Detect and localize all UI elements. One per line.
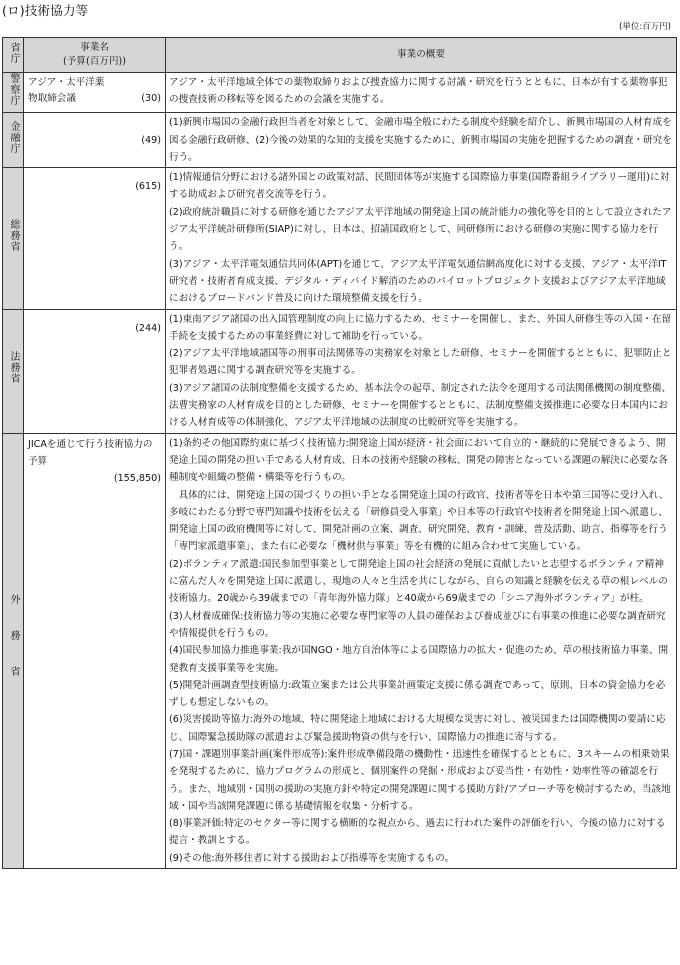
project-budget: (244) [135,322,161,334]
project-name: JICAを通じて行う技術協力の予算 [28,438,153,467]
ministry-name: 総務省 [8,218,19,252]
summary-paragraph: (5)開発計画調査型技術協力:政策立案または公共事業計画策定支援に係る調査であって、原則、日本の資金協力を必ずしも想定しないもの。 [169,679,666,709]
summary-paragraph: アジア・太平洋地域全体での薬物取締りおよび捜査協力に関する討議・研究を行うとともに、日本が有する薬物事犯の捜査技術の移転等を図るための会議を実施する。 [169,77,668,106]
summary-paragraph: (1)新興市場国の金融行政担当者を対象として、金融市場全般にわたる制度や経験を紹介し、新興市場国の人材育成を図る金融行政研修、(2)今後の効果的な知的支援を実施するために、新興市場国の実施を把握するための調査・研究を行う。 [169,117,672,163]
project-budget: (49) [141,134,161,146]
ministry-name: 金融庁 [8,120,19,154]
header-project [24,38,166,73]
table-row [3,113,677,168]
summary-paragraph: (4)国民参加協力推進事業:我が国NGO・地方自治体等による国際協力の拡大・促進のため、草の根技術協力事業、開発教育支援事業等を実施。 [169,645,669,674]
summary-paragraph: (2)アジア太平洋地域諸国等の刑事司法関係等の実務家を対象とした研修、セミナーを開催するとともに、犯罪防止と犯罪者処遇に関する調査研究等を実施する。 [169,348,672,377]
project-budget: (155,850) [113,473,161,485]
ministry-cell [3,309,24,433]
header-summary: 事業の概要 [166,38,677,73]
summary-cell [166,168,677,309]
project-budget: (30) [141,93,161,104]
ministry-cell [3,433,24,868]
summary-paragraph: (1)条約その他国際約束に基づく技術協力:開発途上国が経済・社会面において自立的・継続的に発展できるよう、開発途上国の開発の担い手である人材育成、日本の技術や経験の移転、開発の障害となっている課題の解決に必要な各種制度や組織の整備・構築等を行うもの。 [169,437,668,484]
summary-paragraph: (2)ボランティア派遣:国民参加型事業として開発途上国の社会経済の発展に貢献したいと志望するボランティア精神に富んだ人々を開発途上国に派遣し、現地の人々と生活を共にしながら、自らの知識と経験を伝える草の根レベルの技術協力。20歳から39歳までの「青年海外協力隊」と40歳から69歳までの「シニア海外ボランティア」が柱。 [169,558,668,605]
table-row [3,309,677,433]
header-project-line1: 事業名 [80,42,109,53]
unit-note: (単位:百万円) [619,22,671,32]
ministry-name: 法務省 [8,351,19,385]
project-cell [24,433,166,868]
summary-cell [166,309,677,433]
project-cell [24,168,166,309]
technical-cooperation-table [2,37,677,869]
summary-paragraph: 具体的には、開発途上国の国づくりの担い手となる開発途上国の行政官、技術者等を日本や第三国等に受け入れ、多岐にわたる分野で専門知識や技術を伝える「研修員受入事業」や日本等の行政官や技術者を開発途上国へ派遣し、開発途上国の政府機関等に対して、開発計画の立案、調査、研究開発、教育・訓練、普及活動、助言、指導等を行う「専門家派遣事業」、また右に必要な「機材供与事業」等を有機的に組み合わせて実施している。 [169,489,669,553]
summary-cell [166,113,677,168]
header-project-line2: (予算(百万円)) [63,56,126,67]
project-cell [24,113,166,168]
project-name: アジア・太平洋薬物取締会議 [28,77,105,104]
summary-paragraph: (6)災害援助等協力:海外の地域、特に開発途上地域における大規模な災害に対し、被災国または国際機関の要請に応じ、国際緊急援助隊の派遣および緊急援助物資の供与を行い、国際協力の推進に寄与する。 [169,714,666,743]
section-title: (ロ)技術協力等 [2,3,89,18]
summary-paragraph: (3)アジア・太平洋電気通信共同体(APT)を通じて、アジア太平洋電気通信網高度化に対する支援、アジア・太平洋IT研究者・技術者育成支援、デジタル・ディバイド解消のためのパイロットプロジェクト支援およびアジア太平洋地域におけるブロードバンド普及に向けた環境整備支援を行う。 [169,258,667,305]
ministry-cell [3,168,24,309]
project-budget: (615) [135,181,161,193]
project-cell [24,309,166,433]
summary-paragraph: (9)その他:海外移住者に対する援助および指導等を実施するもの。 [169,852,455,864]
summary-paragraph: (1)東南アジア諸国の出入国管理制度の向上に協力するため、セミナーを開催し、また、外国人研修生等の入国・在留手続を支援するための事業経費に対して補助を行っている。 [169,313,672,342]
ministry-cell [3,73,24,113]
summary-cell [166,433,677,868]
ministry-name: 警察庁 [8,73,19,106]
summary-paragraph: (2)政府統計職員に対する研修を通じたアジア太平洋地域の開発途上国の統計能力の強化等を目的として設立されたアジア太平洋統計研修所(SIAP)に対し、日本は、招請国政府として、同研修所における研修の実施に関する協力を行う。 [169,206,672,253]
ministry-name: 外務省 [8,593,19,702]
header-row [3,38,677,73]
summary-paragraph: (8)事業評価:特定のセクター等に関する横断的な視点から、過去に行われた案件の評価を行い、今後の協力に対する提言・教訓とする。 [169,818,666,847]
summary-paragraph: (3)人材養成確保:技術協力等の実施に必要な専門家等の人員の確保および養成並びに右事業の推進に必要な調査研究や情報提供を行うもの。 [169,610,666,639]
summary-cell [166,73,677,113]
table-row [3,73,677,113]
project-cell [24,73,166,113]
table-row [3,168,677,309]
ministry-cell [3,113,24,168]
summary-paragraph: (7)国・課題別事業計画(案件形成等):案件形成準備段階の機動性・迅速性を確保するとともに、3スキームの相乗効果を発現するために、協力プログラムの形成と、個別案件の発掘・形成および妥当性・有効性・効率性等の確認を行う。また、地域別・国別の援助の実施方針や特定の開発課題に関する援助方針/アプローチ等を検討するため、当該地域・国や当該開発課題に係る基礎情報を収集・分析する。 [169,748,671,812]
header-ministry: 省庁 [3,38,24,73]
summary-paragraph: (1)情報通信分野における諸外国との政策対話、民間団体等が実施する国際協力事業(国際番組ライブラリー運用)に対する助成および研究者交流等を行う。 [169,172,670,201]
table-row [3,433,677,868]
summary-paragraph: (3)アジア諸国の法制度整備を支援するため、基本法令の起草、制定された法令を運用する司法関係機関の制度整備、法曹実務家の人材育成を目的とした研修、セミナーを開催するとともに、法制度整備支援推進に必要な日本国内における人材育成等の体制強化、アジア太平洋地域の法制度の比較研究等を実施する。 [169,382,672,429]
